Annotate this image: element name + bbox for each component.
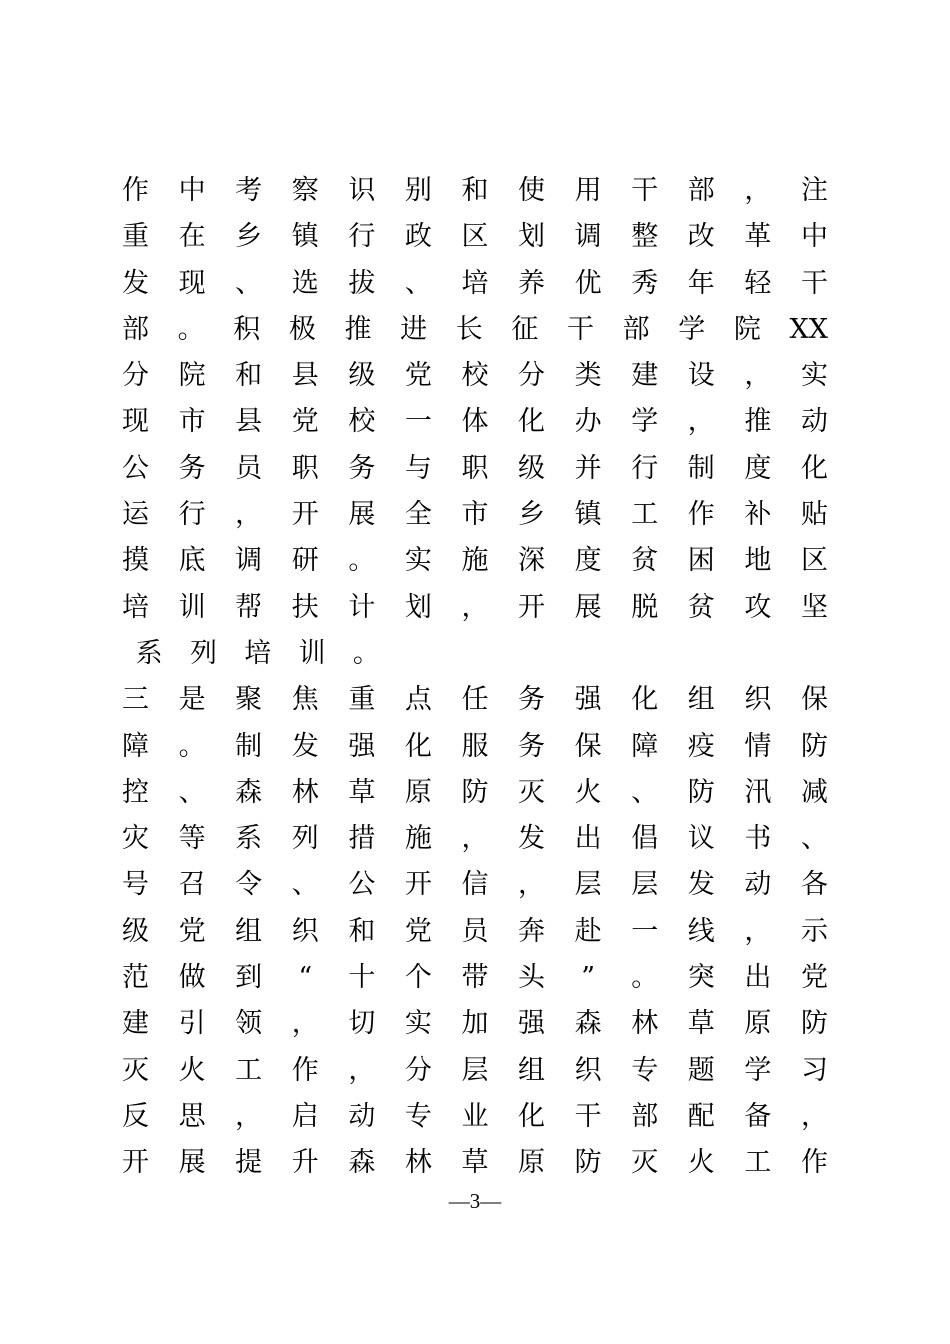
text-line: 摸 底 调 研 。 实 施 深 度 贫 困 地 区	[122, 545, 828, 577]
text-line: 作 中 考 察 识 别 和 使 用 干 部 ， 注	[122, 175, 828, 206]
text-line: 系 列 培 训 。	[135, 637, 380, 669]
text-line: 分 院 和 县 级 党 校 分 类 建 设 ， 实	[122, 360, 828, 392]
text-line: 开 展 提 升 森 林 草 原 防 灭 火 工 作	[122, 1147, 828, 1179]
text-line: 建 引 领 ， 切 实 加 强 森 林 草 原 防	[122, 1008, 828, 1040]
text-line: 现 市 县 党 校 一 体 化 办 学 ， 推 动	[122, 406, 828, 438]
text-line: 障 。 制 发 强 化 服 务 保 障 疫 情 防	[122, 730, 828, 762]
page-number: —3—	[448, 1189, 502, 1213]
text-line: 部 。 积 极 推 进 长 征 干 部 学 院 XX	[122, 313, 828, 345]
text-line: 灾 等 系 列 措 施 ， 发 出 倡 议 书 、	[122, 823, 828, 855]
text-line: 发 现 、 选 拔 、 培 养 优 秀 年 轻 干	[122, 267, 828, 299]
text-line: 公 务 员 职 务 与 职 级 并 行 制 度 化	[122, 452, 828, 484]
text-line: 运 行 ， 开 展 全 市 乡 镇 工 作 补 贴	[122, 499, 828, 531]
text-line: 控 、 森 林 草 原 防 灭 火 、 防 汛 减	[122, 776, 828, 808]
text-line: 培 训 帮 扶 计 划 ， 开 展 脱 贫 攻 坚	[122, 591, 828, 623]
text-line: 范 做 到 “ 十 个 带 头 ” 。 突 出 党	[122, 962, 828, 994]
text-line: 反 思 ， 启 动 专 业 化 干 部 配 备 ，	[122, 1100, 828, 1132]
text-line: 三 是 聚 焦 重 点 任 务 强 化 组 织 保	[122, 684, 828, 716]
text-line: 号 召 令 、 公 开 信 ， 层 层 发 动 各	[122, 869, 828, 901]
text-line: 级 党 组 织 和 党 员 奔 赴 一 线 ， 示	[122, 915, 828, 947]
body-text	[122, 168, 828, 1187]
text-line: 重 在 乡 镇 行 政 区 划 调 整 改 革 中	[122, 221, 828, 253]
text-line: 灭 火 工 作 ， 分 层 组 织 专 题 学 习	[122, 1054, 828, 1086]
